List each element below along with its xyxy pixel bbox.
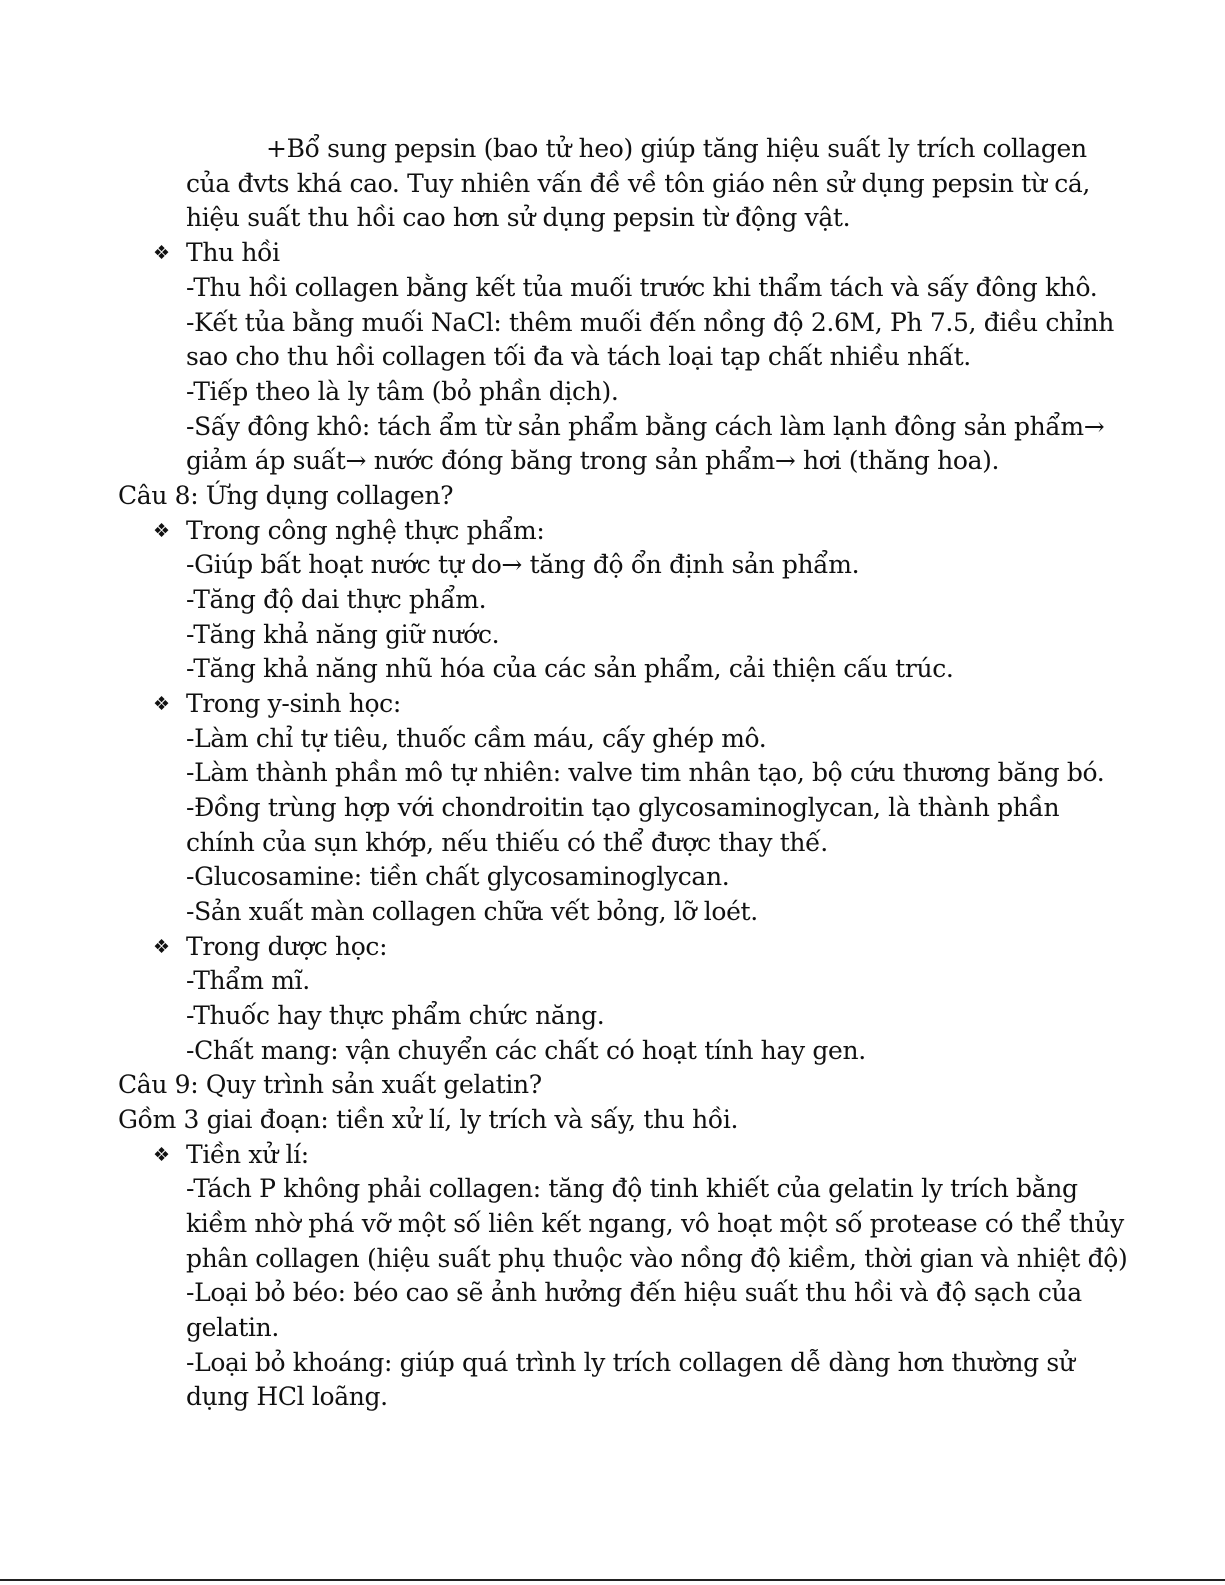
- bullet-heading: [153, 1138, 309, 1172]
- paragraph-line: kiềm nhờ phá vỡ một số liên kết ngang, vô hoạt một số protease có thể thủy: [186, 1209, 1124, 1238]
- paragraph-line: chính của sụn khớp, nếu thiếu có thể được thay thế.: [186, 828, 828, 857]
- bullet-diamond-icon: ❖: [153, 936, 170, 958]
- paragraph-line: -Tăng độ dai thực phẩm.: [186, 585, 487, 614]
- paragraph-line: -Làm chỉ tự tiêu, thuốc cầm máu, cấy ghép mô.: [186, 724, 767, 753]
- paragraph-line: -Sấy đông khô: tách ẩm từ sản phẩm bằng cách làm lạnh đông sản phẩm→: [186, 412, 1105, 441]
- paragraph-line: Gồm 3 giai đoạn: tiền xử lí, ly trích và sấy, thu hồi.: [118, 1105, 739, 1134]
- bullet-diamond-icon: ❖: [153, 242, 170, 264]
- paragraph-line: -Sản xuất màn collagen chữa vết bỏng, lỡ loét.: [186, 897, 758, 926]
- paragraph-line: -Chất mang: vận chuyển các chất có hoạt tính hay gen.: [186, 1036, 866, 1065]
- bullet-heading: [153, 236, 280, 270]
- paragraph-line: -Làm thành phần mô tự nhiên: valve tim nhân tạo, bộ cứu thương băng bó.: [186, 758, 1105, 787]
- paragraph-line: -Thu hồi collagen bằng kết tủa muối trước khi thẩm tách và sấy đông khô.: [186, 273, 1098, 302]
- paragraph-line: -Loại bỏ khoáng: giúp quá trình ly trích collagen dễ dàng hơn thường sử: [186, 1348, 1075, 1377]
- bullet-heading: [153, 930, 387, 964]
- bullet-heading-text: Trong công nghệ thực phẩm:: [186, 516, 545, 545]
- paragraph-line: -Tăng khả năng nhũ hóa của các sản phẩm, cải thiện cấu trúc.: [186, 654, 954, 683]
- paragraph-line: giảm áp suất→ nước đóng băng trong sản phẩm→ hơi (thăng hoa).: [186, 446, 1000, 475]
- bullet-heading-text: Tiền xử lí:: [186, 1140, 309, 1169]
- bullet-heading: [153, 687, 401, 721]
- paragraph-line: hiệu suất thu hồi cao hơn sử dụng pepsin từ động vật.: [186, 203, 851, 232]
- bullet-diamond-icon: ❖: [153, 693, 170, 715]
- paragraph-line: -Thẩm mĩ.: [186, 966, 310, 995]
- bullet-heading-text: Thu hồi: [186, 238, 280, 267]
- bullet-diamond-icon: ❖: [153, 520, 170, 542]
- paragraph-line: -Loại bỏ béo: béo cao sẽ ảnh hưởng đến hiệu suất thu hồi và độ sạch của: [186, 1278, 1082, 1307]
- paragraph-line: -Tiếp theo là ly tâm (bỏ phần dịch).: [186, 377, 619, 406]
- question-heading: Câu 8: Ứng dụng collagen?: [118, 481, 454, 510]
- question-heading: Câu 9: Quy trình sản xuất gelatin?: [118, 1070, 542, 1099]
- paragraph-line: -Glucosamine: tiền chất glycosaminoglycan.: [186, 862, 730, 891]
- paragraph-line: sao cho thu hồi collagen tối đa và tách loại tạp chất nhiều nhất.: [186, 342, 971, 371]
- paragraph-line: dụng HCl loãng.: [186, 1382, 388, 1411]
- paragraph-line: +Bổ sung pepsin (bao tử heo) giúp tăng hiệu suất ly trích collagen: [266, 134, 1087, 163]
- paragraph-line: gelatin.: [186, 1313, 279, 1342]
- paragraph-line: -Tách P không phải collagen: tăng độ tinh khiết của gelatin ly trích bằng: [186, 1174, 1078, 1203]
- paragraph-line: -Đồng trùng hợp với chondroitin tạo glycosaminoglycan, là thành phần: [186, 793, 1060, 822]
- paragraph-line: -Giúp bất hoạt nước tự do→ tăng độ ổn định sản phẩm.: [186, 550, 860, 579]
- paragraph-line: -Thuốc hay thực phẩm chức năng.: [186, 1001, 605, 1030]
- paragraph-line: -Kết tủa bằng muối NaCl: thêm muối đến nồng độ 2.6M, Ph 7.5, điều chỉnh: [186, 308, 1114, 337]
- bullet-diamond-icon: ❖: [153, 1144, 170, 1166]
- paragraph-line: phân collagen (hiệu suất phụ thuộc vào nồng độ kiềm, thời gian và nhiệt độ): [186, 1244, 1128, 1273]
- page-bottom-divider: [0, 1579, 1225, 1581]
- paragraph-line: của đvts khá cao. Tuy nhiên vấn đề về tôn giáo nên sử dụng pepsin từ cá,: [186, 169, 1091, 198]
- bullet-heading-text: Trong y-sinh học:: [186, 689, 401, 718]
- paragraph-line: -Tăng khả năng giữ nước.: [186, 620, 500, 649]
- bullet-heading: [153, 514, 544, 548]
- bullet-heading-text: Trong dược học:: [186, 932, 388, 961]
